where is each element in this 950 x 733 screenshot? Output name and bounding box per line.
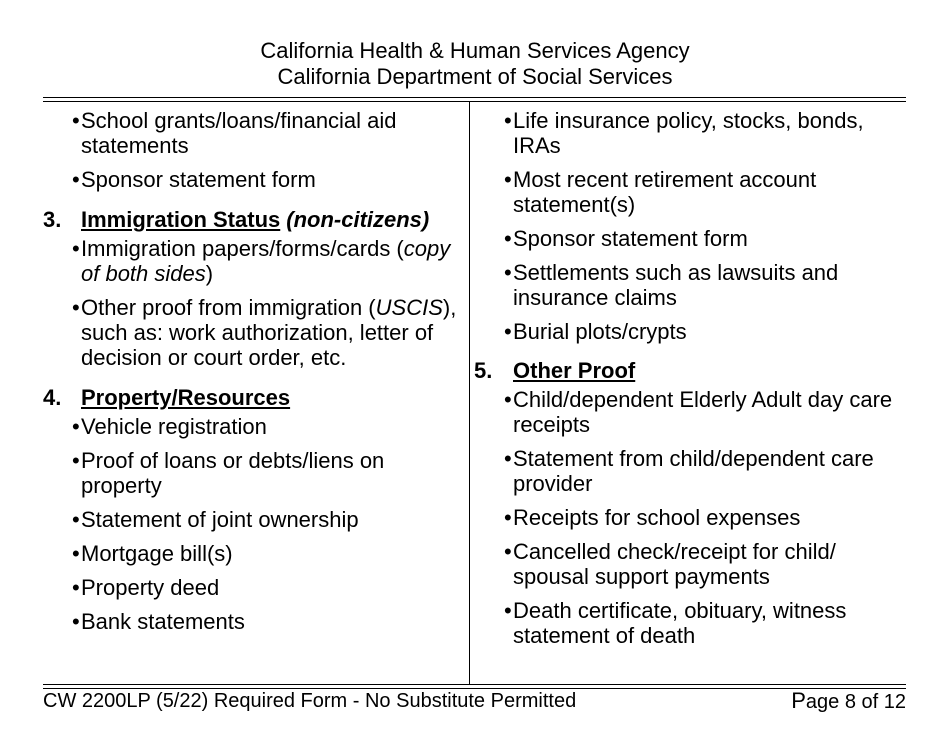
list-item: • Mortgage bill(s)	[43, 541, 468, 566]
list-item-text: Immigration papers/forms/cards (	[81, 236, 404, 261]
list-item: • Statement of joint ownership	[43, 507, 468, 532]
list-item: • Child/dependent Elderly Adult day care receipts	[474, 387, 909, 437]
section-note: (non-citizens)	[286, 207, 430, 232]
list-item: • Sponsor statement form	[474, 226, 909, 251]
list-item: • Death certificate, obituary, witness statement of death	[474, 598, 909, 648]
page-number-initial: P	[791, 688, 806, 713]
section-number: 4.	[43, 385, 62, 410]
list-item-italic-text: USCIS	[375, 295, 443, 320]
list-item: • Proof of loans or debts/liens on property	[43, 448, 468, 498]
list-item	[43, 295, 468, 370]
list-item	[43, 236, 468, 286]
section-number: 5.	[474, 358, 493, 383]
section-property-resources	[43, 385, 468, 410]
list-item: • Receipts for school expenses	[474, 505, 909, 530]
section-title: Immigration Status	[81, 207, 281, 232]
header-rule-upper	[43, 97, 906, 98]
department-name: California Department of Social Services	[277, 64, 673, 89]
form-id: CW 2200LP (5/22) Required Form - No Substitute Permitted	[43, 690, 577, 712]
list-item: • Statement from child/dependent care provider	[474, 446, 909, 496]
list-item: • Cancelled check/receipt for child/ spousal support payments	[474, 539, 909, 589]
list-item: • School grants/loans/financial aid statements	[43, 108, 468, 158]
list-item: • Bank statements	[43, 609, 468, 634]
list-item: • Property deed	[43, 575, 468, 600]
section-immigration-status	[43, 207, 468, 232]
column-divider	[469, 101, 470, 685]
list-item-text: ), such as: work authorization, letter of decision or court order, etc.	[81, 295, 457, 370]
header-rule-lower	[43, 101, 906, 102]
section-other-proof	[474, 358, 909, 383]
page-header	[0, 38, 950, 90]
right-column	[474, 108, 909, 657]
section-title: Other Proof	[513, 358, 636, 383]
page-number	[791, 690, 906, 713]
list-item: • Settlements such as lawsuits and insurance claims	[474, 260, 909, 310]
footer-rule-upper	[43, 684, 906, 685]
list-item: • Burial plots/crypts	[474, 319, 909, 344]
page-number-rest: age 8 of 12	[805, 691, 906, 713]
agency-name: California Health & Human Services Agency	[260, 38, 690, 63]
list-item-italic-text: copy of both sides	[81, 236, 451, 286]
list-item-text: )	[205, 261, 214, 286]
left-column	[43, 108, 468, 643]
section-number: 3.	[43, 207, 62, 232]
section-title: Property/Resources	[81, 385, 291, 410]
list-item: • Vehicle registration	[43, 414, 468, 439]
list-item: • Sponsor statement form	[43, 167, 468, 192]
list-item-text: Other proof from immigration (	[81, 295, 376, 320]
footer-rule-lower	[43, 688, 906, 689]
list-item: • Life insurance policy, stocks, bonds, IRAs	[474, 108, 909, 158]
list-item: • Most recent retirement account statement(s)	[474, 167, 909, 217]
